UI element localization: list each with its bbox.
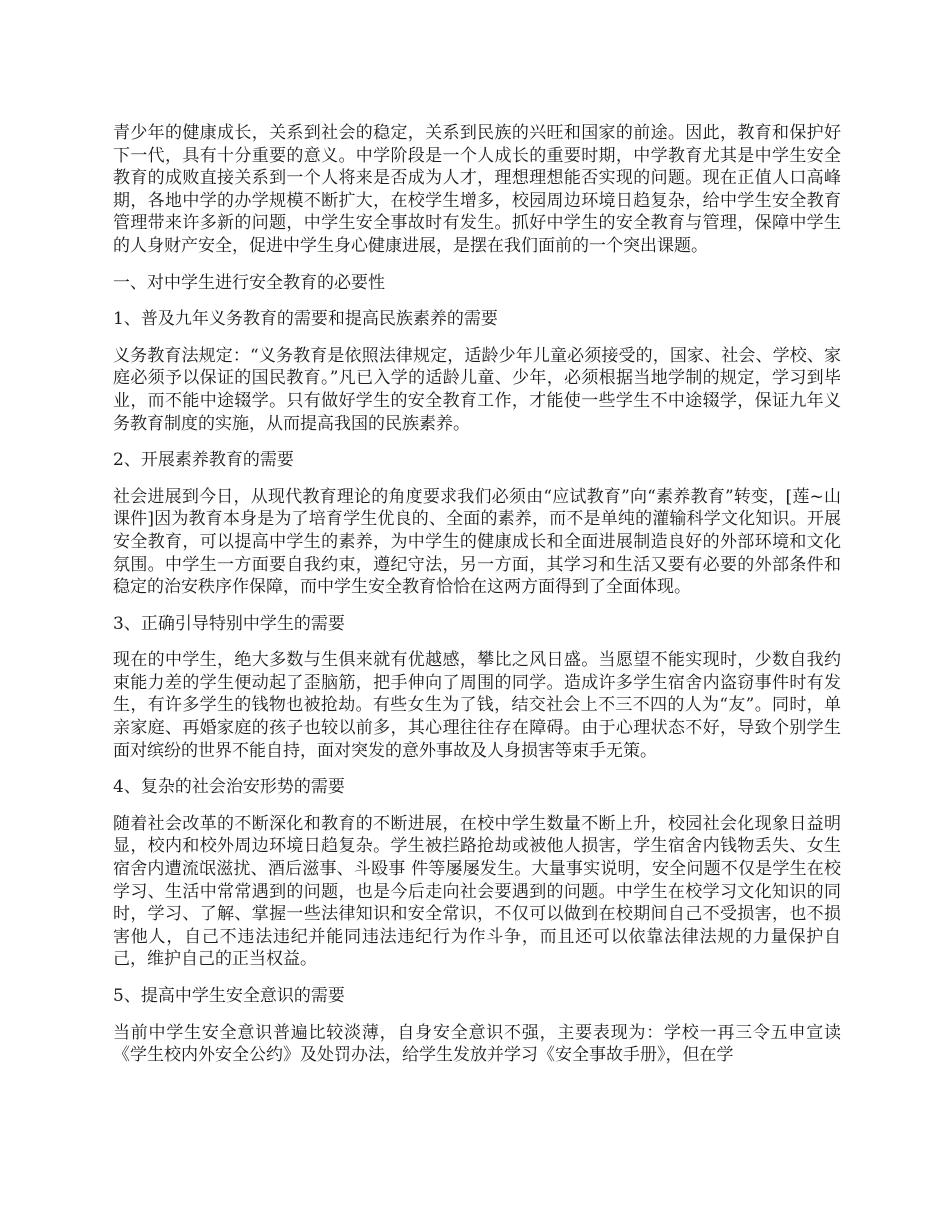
document-page	[113, 122, 841, 1067]
spacer	[113, 1008, 841, 1022]
item-body-1: 义务教育法规定：“义务教育是依照法律规定，适龄少年儿童必须接受的，国家、社会、学校、家庭必须予以保证的国民教育。”凡已入学的适龄儿童、少年，必须根据当地学制的规定，学习到毕业，而不能中途辍学。只有做好学生的安全教育工作，才能使一些学生不中途辍学，保证九年义务教育制度的实施，从而提高我国的民族素养。	[113, 345, 841, 434]
spacer	[113, 331, 841, 345]
spacer	[113, 799, 841, 813]
item-body-4: 随着社会改革的不断深化和教育的不断进展，在校中学生数量不断上升，校园社会化现象日益明显，校内和校外周边环境日趋复杂。学生被拦路抢劫或被他人损害，学生宿舍内钱物丢失、女生宿舍内遭流氓滋扰、酒后滋事、斗殴事 件等屡屡发生。大量事实说明，安全问题不仅是学生在校学习、生活中常常遇到的问题，也是今后走向社会要遇到的问题。中学生在校学习文化知识的同时，学习、了解、掌握一些法律知识和安全常识，不仅可以做到在校期间自己不受损害，也不损害他人，自己不违法违纪并能同违法违纪行为作斗争，而且还可以依靠法律法规的力量保护自己，维护自己的正当权益。	[113, 813, 841, 970]
item-body-2: 社会进展到今日，从现代教育理论的角度要求我们必须由“应试教育”向“素养教育”转变，[莲~山 课件]因为教育本身是为了培育学生优良的、全面的素养，而不是单纯的灌输科学文化知识。开展安全教育，可以提高中学生的素养，为中学生的健康成长和全面进展制造良好的外部环境和文化氛围。中学生一方面要自我约束，遵纪守法，另一方面，其学习和生活又要有必要的外部条件和稳定的治安秩序作保障，而中学生安全教育恰恰在这两方面得到了全面体现。	[113, 486, 841, 598]
intro-paragraph: 青少年的健康成长，关系到社会的稳定，关系到民族的兴旺和国家的前途。因此，教育和保护好下一代，具有十分重要的意义。中学阶段是一个人成长的重要时期，中学教育尤其是中学生安全教育的成败直接关系到一个人将来是否成为人才，理想理想能否实现的问题。现在正值人口高峰期，各地中学的办学规模不断扩大，在校学生增多，校园周边环境日趋复杂，给中学生安全教育管理带来许多新的问题，中学生安全事故时有发生。抓好中学生的安全教育与管理，保障中学生的人身财产安全，促进中学生身心健康进展，是摆在我们面前的一个突出课题。	[113, 123, 841, 256]
item-heading-3: 3、正确引导特别中学生的需要	[113, 613, 345, 634]
spacer	[113, 435, 841, 449]
spacer	[113, 472, 841, 486]
item-heading-1: 1、普及九年义务教育的需要和提高民族素养的需要	[113, 309, 498, 330]
spacer	[113, 294, 841, 308]
item-body-3: 现在的中学生，绝大多数与生俱来就有优越感，攀比之风日盛。当愿望不能实现时，少数自我约束能力差的学生便动起了歪脑筋，把手伸向了周围的同学。造成许多学生宿舍内盗窃事件时有发生，有许多学生的钱物也被抢劫。有些女生为了钱，结交社会上不三不四的人为“友”。同时，单亲家庭、再婚家庭的孩子也较以前多，其心理往往存在障碍。由于心理状态不好，导致个别学生面对缤纷的世界不能自持，面对突发的意外事故及人身损害等束手无策。	[113, 650, 841, 761]
spacer	[113, 971, 841, 985]
spacer	[113, 635, 841, 649]
item-heading-2: 2、开展素养教育的需要	[113, 450, 294, 471]
item-heading-5: 5、提高中学生安全意识的需要	[113, 986, 345, 1006]
spacer	[113, 762, 841, 776]
section-title: 一、对中学生进行安全教育的必要性	[113, 272, 385, 293]
item-body-5: 当前中学生安全意识普遍比较淡薄，自身安全意识不强，主要表现为：学校一再三令五申宣读《学生校内外安全公约》及处罚办法，给学生发放并学习《安全事故手册》，但在学	[113, 1022, 841, 1066]
item-heading-4: 4、复杂的社会治安形势的需要	[113, 777, 345, 798]
spacer	[113, 599, 841, 613]
spacer	[113, 258, 841, 272]
